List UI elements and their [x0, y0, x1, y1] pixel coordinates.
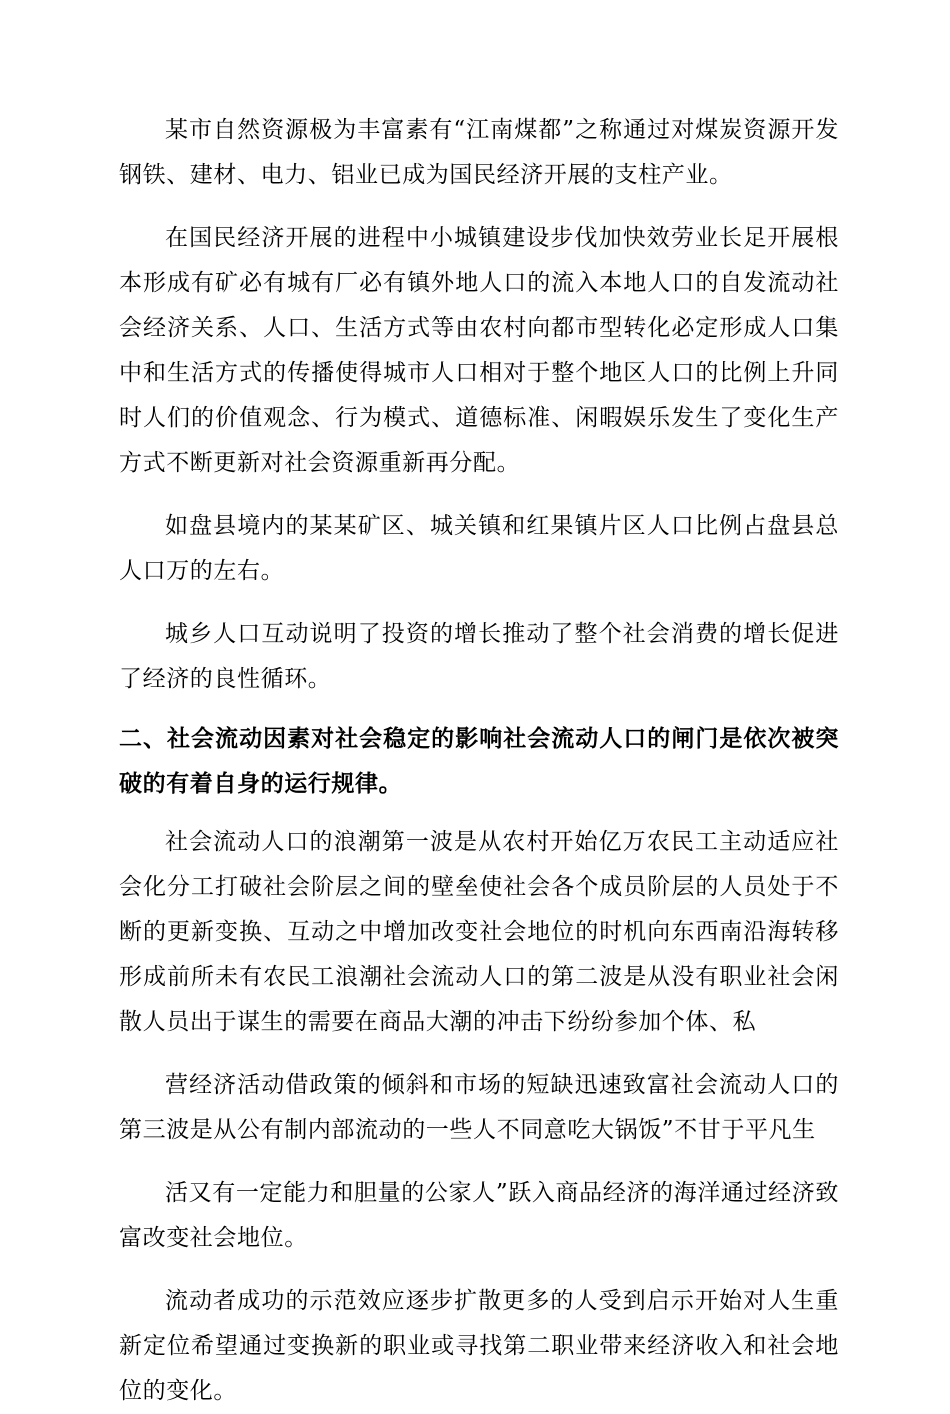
- paragraph-8: 流动者成功的示范效应逐步扩散更多的人受到启示开始对人生重新定位希望通过变换新的职业或寻找第二职业带来经济收入和社会地位的变化。: [119, 1288, 839, 1404]
- spacer: [119, 1153, 839, 1171]
- paragraph-7: 活又有一定能力和胆量的公家人”跃入商品经济的海洋通过经济致富改变社会地位。: [119, 1180, 839, 1251]
- section-heading: 二、社会流动因素对社会稳定的影响社会流动人口的闸门是依次被突破的有着自身的运行规律。: [119, 725, 839, 797]
- spacer: [119, 806, 839, 820]
- spacer: [119, 702, 839, 716]
- paragraph-6: 营经济活动借政策的倾斜和市场的短缺迅速致富社会流动人口的第三波是从公有制内部流动的一些人不同意吃大锅饭”不甘于平凡生: [119, 1072, 839, 1143]
- paragraph-5: 社会流动人口的浪潮第一波是从农村开始亿万农民工主动适应社会化分工打破社会阶层之间的壁垒使社会各个成员阶层的人员处于不断的更新变换、互动之中增加改变社会地位的时机向东西南沿海转移形成前所未有农民工浪潮社会流动人口的第二波是从没有职业社会闲散人员出于谋生的需要在商品大潮的冲击下纷纷参加个体、私: [119, 829, 839, 1035]
- paragraph-3: 如盘县境内的某某矿区、城关镇和红果镇片区人口比例占盘县总人口万的左右。: [119, 513, 839, 584]
- spacer: [119, 486, 839, 504]
- paragraph-2: 在国民经济开展的进程中小城镇建设步伐加快效劳业长足开展根本形成有矿必有城有厂必有镇外地人口的流入本地人口的自发流动社会经济关系、人口、生活方式等由农村向都市型转化必定形成人口集中和生活方式的传播使得城市人口相对于整个地区人口的比例上升同时人们的价值观念、行为模式、道德标准、闲暇娱乐发生了变化生产方式不断更新对社会资源重新再分配。: [119, 225, 839, 476]
- document-page: [119, 108, 839, 1414]
- paragraph-1: 某市自然资源极为丰富素有“江南煤都”之称通过对煤炭资源开发钢铁、建材、电力、铝业已成为国民经济开展的支柱产业。: [119, 117, 839, 188]
- spacer: [119, 594, 839, 612]
- spacer: [119, 198, 839, 216]
- spacer: [119, 1045, 839, 1063]
- paragraph-4: 城乡人口互动说明了投资的增长推动了整个社会消费的增长促进了经济的良性循环。: [119, 621, 839, 692]
- spacer: [119, 1261, 839, 1279]
